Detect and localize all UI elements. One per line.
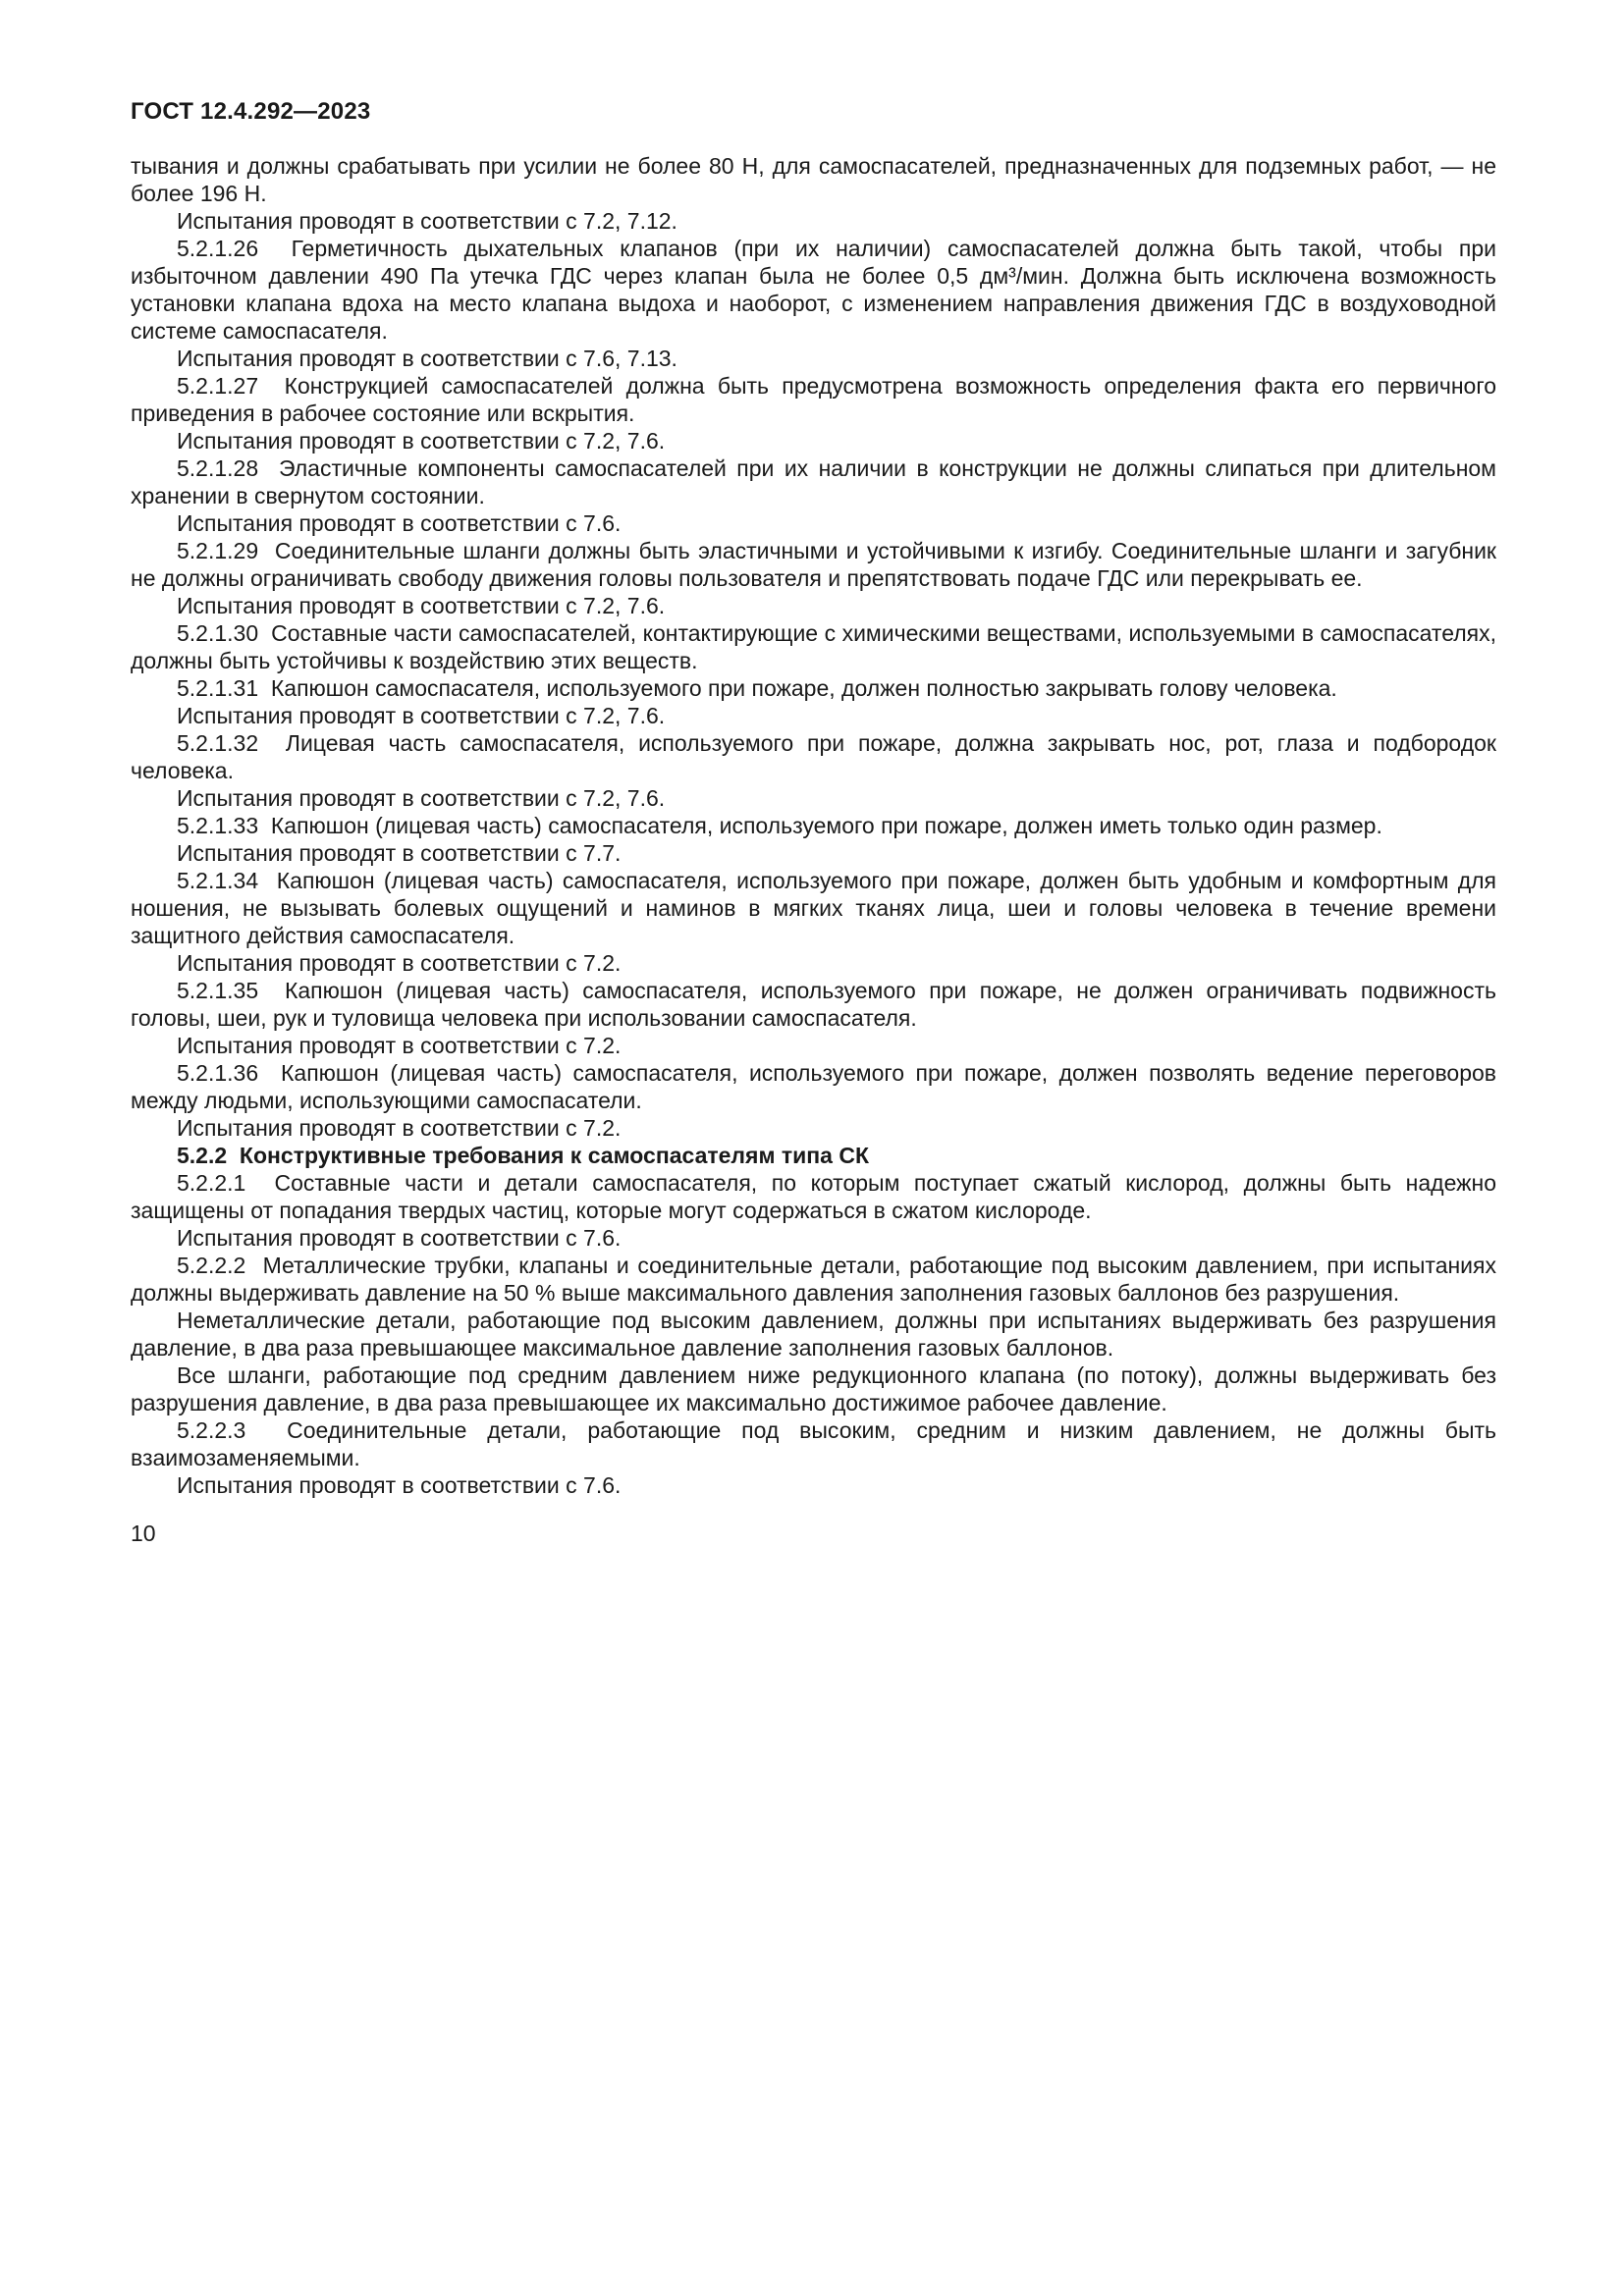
paragraph: тывания и должны срабатывать при усилии не более 80 Н, для самоспасателей, предназначенных для подземных работ, — не более 196 Н. [131,153,1496,206]
paragraph: Испытания проводят в соответствии с 7.2, 7.6. [177,593,666,618]
paragraph: 5.2.1.35 Капюшон (лицевая часть) самоспасателя, используемого при пожаре, не должен ограничивать подвижность головы, шеи, рук и туловища человека при использовании самоспасателя. [131,978,1496,1031]
paragraph: Испытания проводят в соответствии с 7.2, 7.12. [177,208,677,234]
paragraph: 5.2.2.2 Металлические трубки, клапаны и соединительные детали, работающие под высоким давлением, при испытаниях должны выдерживать давление на 50 % выше максимального давления заполнения газовых баллонов без разрушения. [131,1253,1496,1306]
paragraph: Все шланги, работающие под средним давлением ниже редукционного клапана (по потоку), должны выдерживать без разрушения давление, в два раза превышающее их максимально достижимое рабочее давление. [131,1362,1496,1415]
paragraph: 5.2.1.36 Капюшон (лицевая часть) самоспасателя, используемого при пожаре, должен позволять ведение переговоров между людьми, использующими самоспасатели. [131,1060,1496,1113]
paragraph: Испытания проводят в соответствии с 7.2. [177,950,622,976]
paragraph: 5.2.1.31 Капюшон самоспасателя, используемого при пожаре, должен полностью закрывать голову человека. [177,675,1337,701]
paragraph: 5.2.1.32 Лицевая часть самоспасателя, используемого при пожаре, должна закрывать нос, рот, глаза и подбородок человека. [131,730,1496,783]
paragraph: Испытания проводят в соответствии с 7.2, 7.6. [177,703,666,728]
paragraph: Испытания проводят в соответствии с 7.7. [177,840,622,866]
paragraph: Испытания проводят в соответствии с 7.6. [177,1472,622,1498]
document-code-header: ГОСТ 12.4.292—2023 [131,98,371,125]
page-number: 10 [131,1521,156,1546]
paragraph: 5.2.1.29 Соединительные шланги должны быть эластичными и устойчивыми к изгибу. Соединительные шланги и загубник не должны ограничивать свободу движения головы пользователя и препятствовать подаче ГДС или перекрывать ее. [131,538,1496,591]
paragraph: 5.2.1.27 Конструкцией самоспасателей должна быть предусмотрена возможность определения факта его первичного приведения в рабочее состояние или вскрытия. [131,373,1496,426]
paragraph: 5.2.1.30 Составные части самоспасателей, контактирующие с химическими веществами, используемыми в самоспасателях, должны быть устойчивы к воздействию этих веществ. [131,620,1496,673]
paragraph: 5.2.1.33 Капюшон (лицевая часть) самоспасателя, используемого при пожаре, должен иметь только один размер. [177,813,1382,838]
paragraph: Испытания проводят в соответствии с 7.2, 7.6. [177,428,666,454]
paragraph: Неметаллические детали, работающие под высоким давлением, должны при испытаниях выдерживать без разрушения давление, в два раза превышающее максимальное давление заполнения газовых баллонов. [131,1308,1496,1361]
paragraph: 5.2.1.34 Капюшон (лицевая часть) самоспасателя, используемого при пожаре, должен быть удобным и комфортным для ношения, не вызывать болевых ощущений и наминов в мягких тканях лица, шеи и головы человека в течение времени защитного действия самоспасателя. [131,868,1496,948]
paragraph: 5.2.1.26 Герметичность дыхательных клапанов (при их наличии) самоспасателей должна быть такой, чтобы при избыточном давлении 490 Па утечка ГДС через клапан была не более 0,5 дм³/мин. Должна быть исключена возможность установки клапана вдоха на место клапана выдоха и наоборот, с изменением направления движения ГДС в воздуховодной системе самоспасателя. [131,236,1496,344]
paragraph: Испытания проводят в соответствии с 7.2, 7.6. [177,785,666,811]
paragraph: Испытания проводят в соответствии с 7.6. [177,1225,622,1251]
paragraph: Испытания проводят в соответствии с 7.6. [177,510,622,536]
paragraph: Испытания проводят в соответствии с 7.2. [177,1033,622,1058]
paragraph: 5.2.2.1 Составные части и детали самоспасателя, по которым поступает сжатый кислород, должны быть надежно защищены от попадания твердых частиц, которые могут содержаться в сжатом кислороде. [131,1170,1496,1223]
paragraph: Испытания проводят в соответствии с 7.2. [177,1115,622,1141]
paragraph: 5.2.2.3 Соединительные детали, работающие под высоким, средним и низким давлением, не должны быть взаимозаменяемыми. [131,1417,1496,1470]
paragraph: Испытания проводят в соответствии с 7.6, 7.13. [177,346,677,371]
paragraph: 5.2.1.28 Эластичные компоненты самоспасателей при их наличии в конструкции не должны слипаться при длительном хранении в свернутом состоянии. [131,455,1496,508]
section-heading: 5.2.2 Конструктивные требования к самоспасателям типа СК [177,1143,869,1168]
document-body [131,152,1496,1499]
